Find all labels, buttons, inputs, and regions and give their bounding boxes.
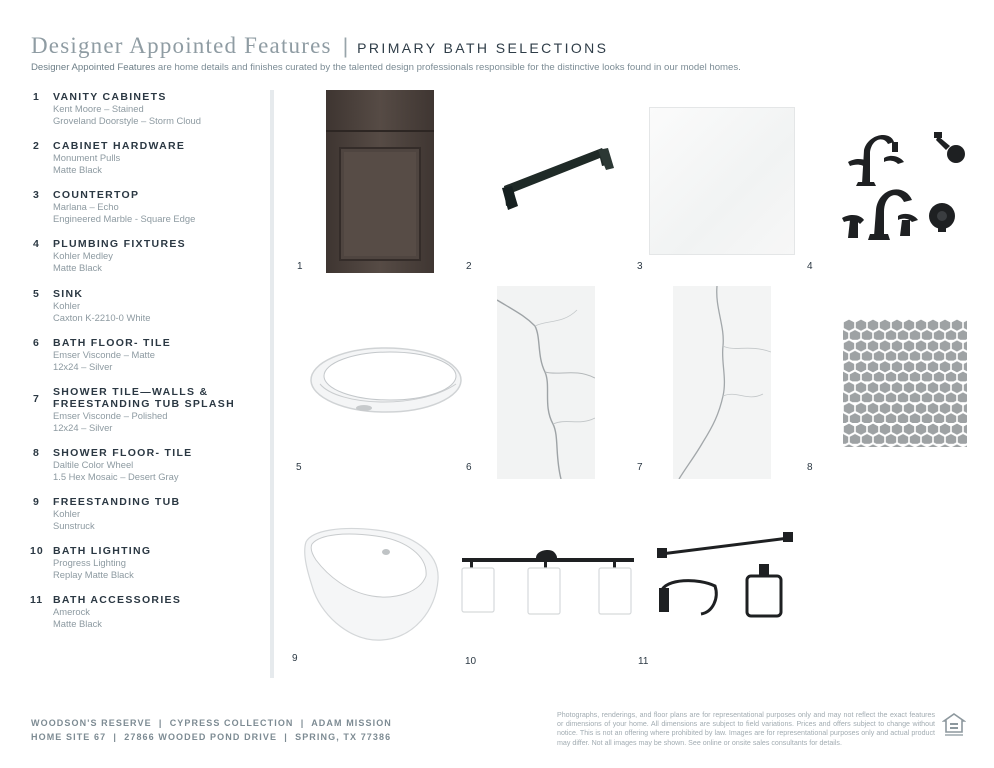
selection-detail: Emser Visconde – Polished (53, 410, 168, 421)
selection-title: VANITY CABINETS (53, 91, 167, 103)
selection-item (33, 189, 268, 226)
plumbing-fixtures-swatch (838, 124, 970, 244)
swatch-label: 6 (466, 462, 472, 473)
swatch-label: 11 (638, 656, 649, 667)
selection-number: 3 (33, 189, 40, 201)
selection-title: SINK (53, 288, 84, 300)
selection-detail: Progress Lighting (53, 557, 126, 568)
selection-number: 9 (33, 496, 40, 508)
swatch-label: 8 (807, 462, 813, 473)
selection-item (33, 337, 268, 374)
selection-number: 6 (33, 337, 40, 349)
selection-title: COUNTERTOP (53, 189, 140, 201)
intro-rest: are home details and finishes curated by the talented design professionals responsible for the distinctive looks found in our model homes. (155, 62, 741, 73)
selection-number: 1 (33, 91, 40, 103)
selection-number: 4 (33, 238, 40, 250)
selection-detail: Kohler (53, 300, 81, 311)
selection-number: 11 (30, 594, 44, 606)
selection-detail: 12x24 – Silver (53, 361, 113, 373)
sink-swatch (308, 344, 462, 416)
page-subtitle: PRIMARY BATH SELECTIONS (357, 40, 609, 56)
selection-item (33, 140, 268, 177)
selection-detail: 12x24 – Silver (53, 422, 113, 434)
swatch-label: 7 (637, 462, 643, 473)
selection-detail: Matte Black (53, 262, 102, 274)
selection-item (33, 447, 268, 484)
bath-accessories-swatch (655, 530, 795, 626)
swatch-label: 4 (807, 261, 813, 272)
selection-title: SHOWER FLOOR- TILE (53, 447, 193, 459)
freestanding-tub-swatch (302, 522, 442, 642)
page-title: Designer Appointed Features (31, 33, 332, 58)
swatch-label: 3 (637, 261, 643, 272)
cabinet-pull-swatch (498, 140, 616, 214)
community-line: WOODSON'S RESERVE | CYPRESS COLLECTION | ADAM MISSION (31, 718, 392, 728)
selection-title: BATH FLOOR- TILE (53, 337, 172, 349)
selection-item (33, 238, 268, 275)
swatch-label: 10 (465, 656, 477, 667)
selection-detail: Kohler Medley (53, 250, 113, 261)
selection-detail: Replay Matte Black (53, 569, 134, 581)
selection-detail: Kohler (53, 508, 81, 519)
selection-item (33, 91, 268, 128)
bath-floor-tile-swatch (497, 286, 595, 479)
intro-lead: Designer Appointed Features (31, 62, 156, 73)
equal-housing-opportunity-icon (942, 712, 966, 738)
page-header (31, 33, 608, 59)
selection-detail: Emser Visconde – Matte (53, 349, 155, 360)
selection-detail: Sunstruck (53, 520, 95, 532)
selection-item (33, 386, 268, 435)
selection-item (30, 545, 268, 582)
community-info (31, 716, 392, 744)
address-line: HOME SITE 67 | 27866 WOODED POND DRIVE | SPRING, TX 77386 (31, 732, 392, 742)
selection-number: 10 (30, 545, 44, 557)
selection-number: 5 (33, 288, 40, 300)
hex-mosaic-swatch (843, 319, 967, 447)
selection-detail: Kent Moore – Stained (53, 103, 144, 114)
selection-detail: Matte Black (53, 164, 102, 176)
selection-detail: Monument Pulls (53, 152, 121, 163)
selection-title: PLUMBING FIXTURES (53, 238, 186, 250)
selection-detail: Engineered Marble - Square Edge (53, 213, 196, 225)
selection-title: BATH LIGHTING (53, 545, 152, 557)
selection-title: FREESTANDING TUB (53, 496, 181, 508)
swatch-label: 2 (466, 261, 472, 272)
selection-number: 2 (33, 140, 40, 152)
selection-number: 8 (33, 447, 40, 459)
selection-detail: Groveland Doorstyle – Storm Cloud (53, 115, 201, 127)
selection-item (33, 288, 268, 325)
selection-detail: Amerock (53, 606, 90, 617)
selection-detail: 1.5 Hex Mosaic – Desert Gray (53, 471, 179, 483)
cabinet-door-swatch (326, 90, 434, 273)
disclaimer: Photographs, renderings, and floor plans are for representational purposes only and may not reflect the exact features or dimensions of your home. All dimensions are subject to field variations. Prices and offers subject to change without notice. This is not an offering where prohibited by law. Images are for representational purposes only and actual product may differ. Not all images may be shown. See online or onsite sales consultants for details. (557, 711, 935, 747)
selection-detail: Caxton K-2210-0 White (53, 312, 151, 324)
selection-number: 7 (33, 393, 40, 405)
selection-item (30, 594, 268, 631)
selection-detail: Matte Black (53, 618, 102, 630)
shower-tile-swatch (673, 286, 771, 479)
swatch-label: 5 (296, 462, 302, 473)
intro-text (31, 62, 741, 73)
selection-title: SHOWER TILE—WALLS & FREESTANDING TUB SPLASH (53, 386, 235, 410)
selection-detail: Marlana – Echo (53, 201, 119, 212)
swatch-label: 1 (297, 261, 303, 272)
countertop-swatch (649, 107, 795, 255)
selection-item (33, 496, 268, 533)
title-separator: | (342, 35, 349, 58)
selection-title: BATH ACCESSORIES (53, 594, 182, 606)
selection-title: CABINET HARDWARE (53, 140, 186, 152)
selection-detail: Daltile Color Wheel (53, 459, 134, 470)
swatch-label: 9 (292, 653, 298, 664)
bath-lighting-swatch (458, 546, 636, 620)
vertical-divider (270, 90, 274, 678)
